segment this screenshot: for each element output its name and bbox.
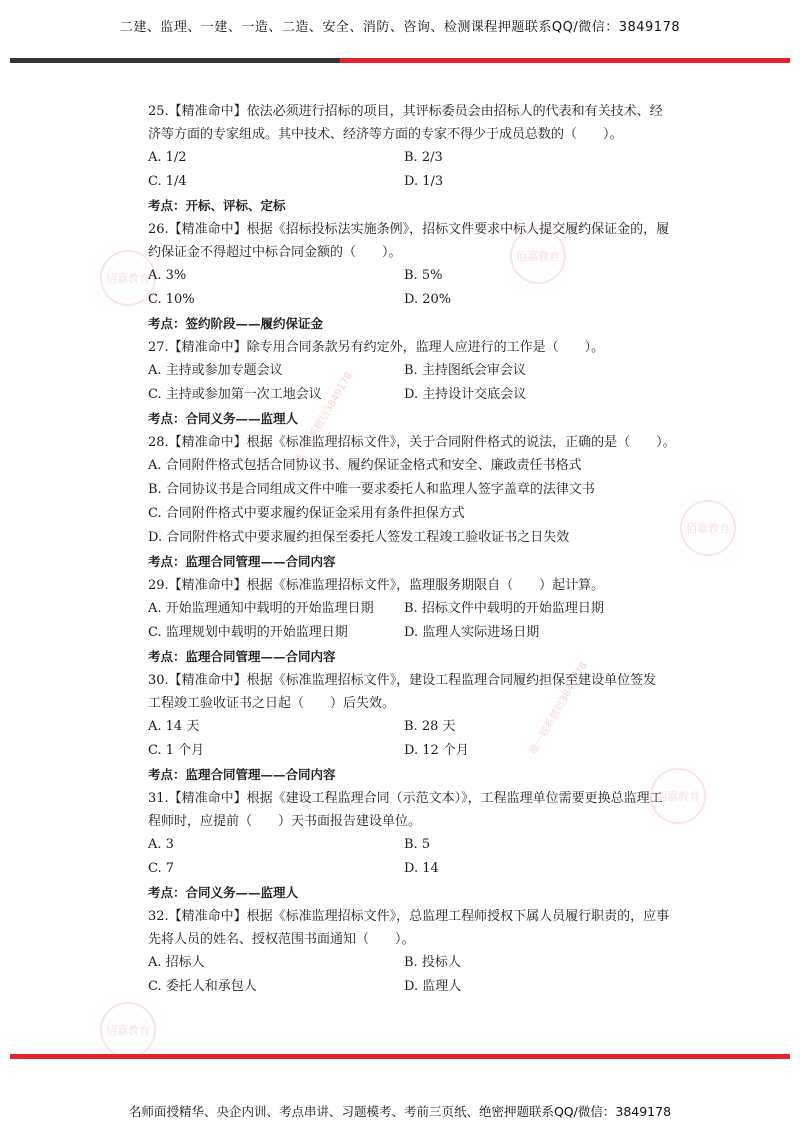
option-list xyxy=(148,264,688,312)
option-list xyxy=(148,454,688,550)
footer-divider xyxy=(10,1054,790,1059)
option-d: D. 14 xyxy=(404,861,439,876)
keypoint: 考点：监理合同管理——合同内容 xyxy=(148,554,336,569)
option-c: C. 合同附件格式中要求履约保证金采用有条件担保方式 xyxy=(148,506,465,521)
question-text: 29.【精准命中】根据《标准监理招标文件》，监理服务期限自（ ）起计算。 xyxy=(148,578,605,593)
question-text: 28.【精准命中】根据《标准监理招标文件》，关于合同附件格式的说法，正确的是（ ）。 xyxy=(148,435,676,450)
question-item xyxy=(148,218,688,336)
question-text: 程师时，应提前（ ）天书面报告建设单位。 xyxy=(148,814,422,829)
option-b: B. 2/3 xyxy=(404,150,443,165)
question-item xyxy=(148,336,688,431)
option-a: A. 3 xyxy=(148,837,174,852)
question-text: 约保证金不得超过中标合同金额的（ ）。 xyxy=(148,245,402,260)
watermark-logo: 佰嘉教育 xyxy=(100,250,156,306)
question-text: 31.【精准命中】根据《建设工程监理合同（示范文本）》，工程监理单位需要更换总监理工 xyxy=(148,791,663,806)
option-b: B. 5% xyxy=(404,268,443,283)
option-a: A. 合同附件格式包括合同协议书、履约保证金格式和安全、廉政责任书格式 xyxy=(148,458,582,473)
watermark-logo: 佰嘉教育 xyxy=(680,500,736,556)
option-b: B. 招标文件中载明的开始监理日期 xyxy=(404,601,604,616)
page-footer: 名师面授精华、央企内训、考点串讲、习题模考、考前三页纸、绝密押题联系QQ/微信：3849178 xyxy=(128,1104,672,1119)
option-d: D. 监理人实际进场日期 xyxy=(404,625,540,640)
watermark-contact: 唯一联系微信3849178 xyxy=(293,370,355,467)
question-text: 26.【精准命中】根据《招标投标法实施条例》，招标文件要求中标人提交履约保证金的，履 xyxy=(148,222,670,237)
option-c: C. 7 xyxy=(148,861,175,876)
option-b: B. 投标人 xyxy=(404,955,461,970)
header-divider xyxy=(10,58,790,63)
option-a: A. 14 天 xyxy=(148,719,200,734)
question-item xyxy=(148,787,688,905)
option-a: A. 招标人 xyxy=(148,955,205,970)
option-list xyxy=(148,715,688,763)
option-a: A. 1/2 xyxy=(148,150,187,165)
option-b: B. 28 天 xyxy=(404,719,456,734)
question-text: 工程竣工验收证书之日起（ ）后失效。 xyxy=(148,696,396,711)
option-b: B. 主持图纸会审会议 xyxy=(404,363,526,378)
watermark-logo: 佰嘉教育 xyxy=(100,1002,156,1058)
question-text: 27.【精准命中】除专用合同条款另有约定外，监理人应进行的工作是（ ）。 xyxy=(148,340,605,355)
option-a: A. 主持或参加专题会议 xyxy=(148,363,283,378)
option-d: D. 20% xyxy=(404,292,452,307)
question-text: 30.【精准命中】根据《标准监理招标文件》，建设工程监理合同履约担保至建设单位签发 xyxy=(148,673,657,688)
option-d: D. 合同附件格式中要求履约担保至委托人签发工程竣工验收证书之日失效 xyxy=(148,530,570,545)
watermark-logo: 佰嘉教育 xyxy=(650,768,706,824)
option-list xyxy=(148,951,688,999)
option-c: C. 监理规划中载明的开始监理日期 xyxy=(148,625,348,640)
option-list xyxy=(148,146,688,194)
watermark-contact: 唯一联系微信3849178 xyxy=(528,660,590,757)
option-c: C. 主持或参加第一次工地会议 xyxy=(148,387,322,402)
option-d: D. 监理人 xyxy=(404,979,462,994)
watermark-logo: 佰嘉教育 xyxy=(510,228,566,284)
option-c: C. 1 个月 xyxy=(148,743,205,758)
keypoint: 考点：签约阶段——履约保证金 xyxy=(148,316,324,331)
keypoint: 考点：合同义务——监理人 xyxy=(148,411,299,426)
keypoint: 考点：合同义务——监理人 xyxy=(148,885,299,900)
question-text: 32.【精准命中】根据《标准监理招标文件》，总监理工程师授权下属人员履行职责的，应事 xyxy=(148,909,670,924)
question-text: 济等方面的专家组成。其中技术、经济等方面的专家不得少于成员总数的（ ）。 xyxy=(148,127,623,142)
option-list xyxy=(148,597,688,645)
option-c: C. 委托人和承包人 xyxy=(148,979,257,994)
question-text: 25.【精准命中】依法必须进行招标的项目，其评标委员会由招标人的代表和有关技术、经 xyxy=(148,104,663,119)
question-item xyxy=(148,574,688,669)
question-item xyxy=(148,905,688,999)
option-d: D. 主持设计交底会议 xyxy=(404,387,527,402)
page-header: 二建、监理、一建、一造、二造、安全、消防、咨询、检测课程押题联系QQ/微信：3849178 xyxy=(119,20,681,35)
option-a: A. 3% xyxy=(148,268,187,283)
option-b: B. 合同协议书是合同组成文件中唯一要求委托人和监理人签字盖章的法律文书 xyxy=(148,482,595,497)
question-text: 先将人员的姓名、授权范围书面通知（ ）。 xyxy=(148,932,415,947)
question-item xyxy=(148,431,688,574)
keypoint: 考点：开标、评标、定标 xyxy=(148,198,286,213)
option-d: D. 12 个月 xyxy=(404,743,469,758)
option-a: A. 开始监理通知中载明的开始监理日期 xyxy=(148,601,374,616)
option-c: C. 1/4 xyxy=(148,174,187,189)
option-b: B. 5 xyxy=(404,837,431,852)
question-item xyxy=(148,669,688,787)
option-c: C. 10% xyxy=(148,292,195,307)
keypoint: 考点：监理合同管理——合同内容 xyxy=(148,649,336,664)
question-list xyxy=(148,100,688,999)
option-list xyxy=(148,833,688,881)
option-list xyxy=(148,359,688,407)
keypoint: 考点：监理合同管理——合同内容 xyxy=(148,767,336,782)
option-d: D. 1/3 xyxy=(404,174,444,189)
question-item xyxy=(148,100,688,218)
